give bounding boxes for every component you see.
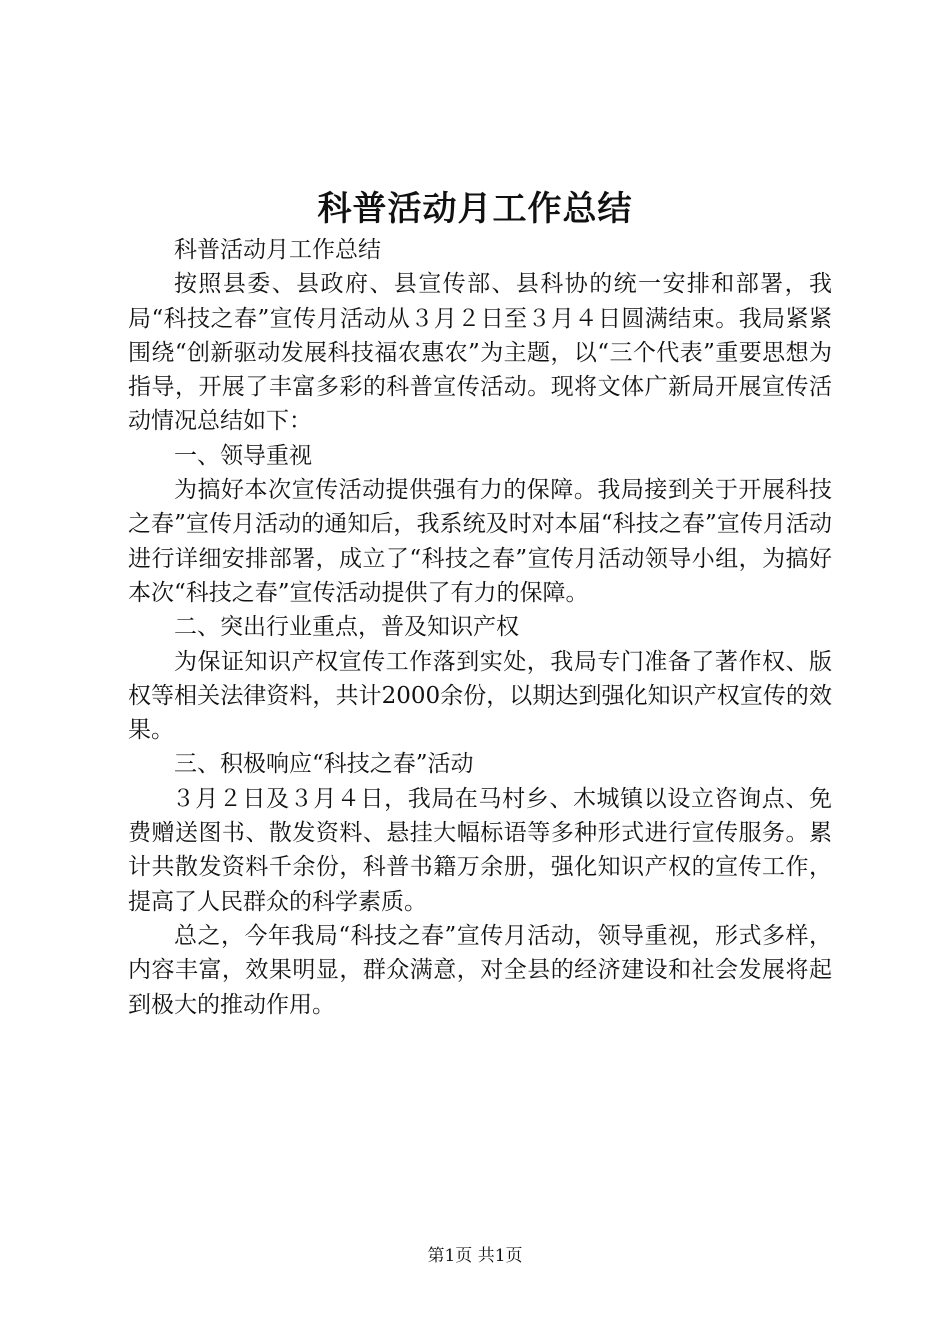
document-title: 科普活动月工作总结 <box>317 189 633 229</box>
intro-paragraph: 按照县委、县政府、县宣传部、县科协的统一安排和部署，我局“科技之春”宣传月活动从３月２日至３月４日圆满结束。我局紧紧围绕“创新驱动发展科技福农惠农”为主题，以“三个代表”重要思想为指导，开展了丰富多彩的科普宣传活动。现将文体广新局开展宣传活动情况总结如下： <box>128 271 832 435</box>
section-heading-3: 三、积极响应“科技之春”活动 <box>174 751 474 778</box>
page-footer: 第1页 共1页 <box>427 1246 523 1266</box>
section-paragraph-3: ３月２日及３月４日，我局在马村乡、木城镇以设立咨询点、免费赠送图书、散发资料、悬挂大幅标语等多种形式进行宣传服务。累计共散发资料千余份，科普书籍万余册，强化知识产权的宣传工作，提高了人民群众的科学素质。 <box>128 785 832 915</box>
section-paragraph-2: 为保证知识产权宣传工作落到实处，我局专门准备了著作权、版权等相关法律资料，共计2000余份，以期达到强化知识产权宣传的效果。 <box>128 648 832 744</box>
conclusion-paragraph: 总之，今年我局“科技之春”宣传月活动，领导重视，形式多样，内容丰富，效果明显，群众满意，对全县的经济建设和社会发展将起到极大的推动作用。 <box>128 922 832 1018</box>
section-paragraph-1: 为搞好本次宣传活动提供强有力的保障。我局接到关于开展科技之春”宣传月活动的通知后，我系统及时对本届“科技之春”宣传月活动进行详细安排部署，成立了“科技之春”宣传月活动领导小组，为搞好本次“科技之春”宣传活动提供了有力的保障。 <box>128 477 832 606</box>
section-heading-1: 一、领导重视 <box>174 442 312 469</box>
subtitle-paragraph: 科普活动月工作总结 <box>174 237 381 263</box>
section-heading-2: 二、突出行业重点，普及知识产权 <box>174 614 519 641</box>
document-body <box>128 233 832 1022</box>
